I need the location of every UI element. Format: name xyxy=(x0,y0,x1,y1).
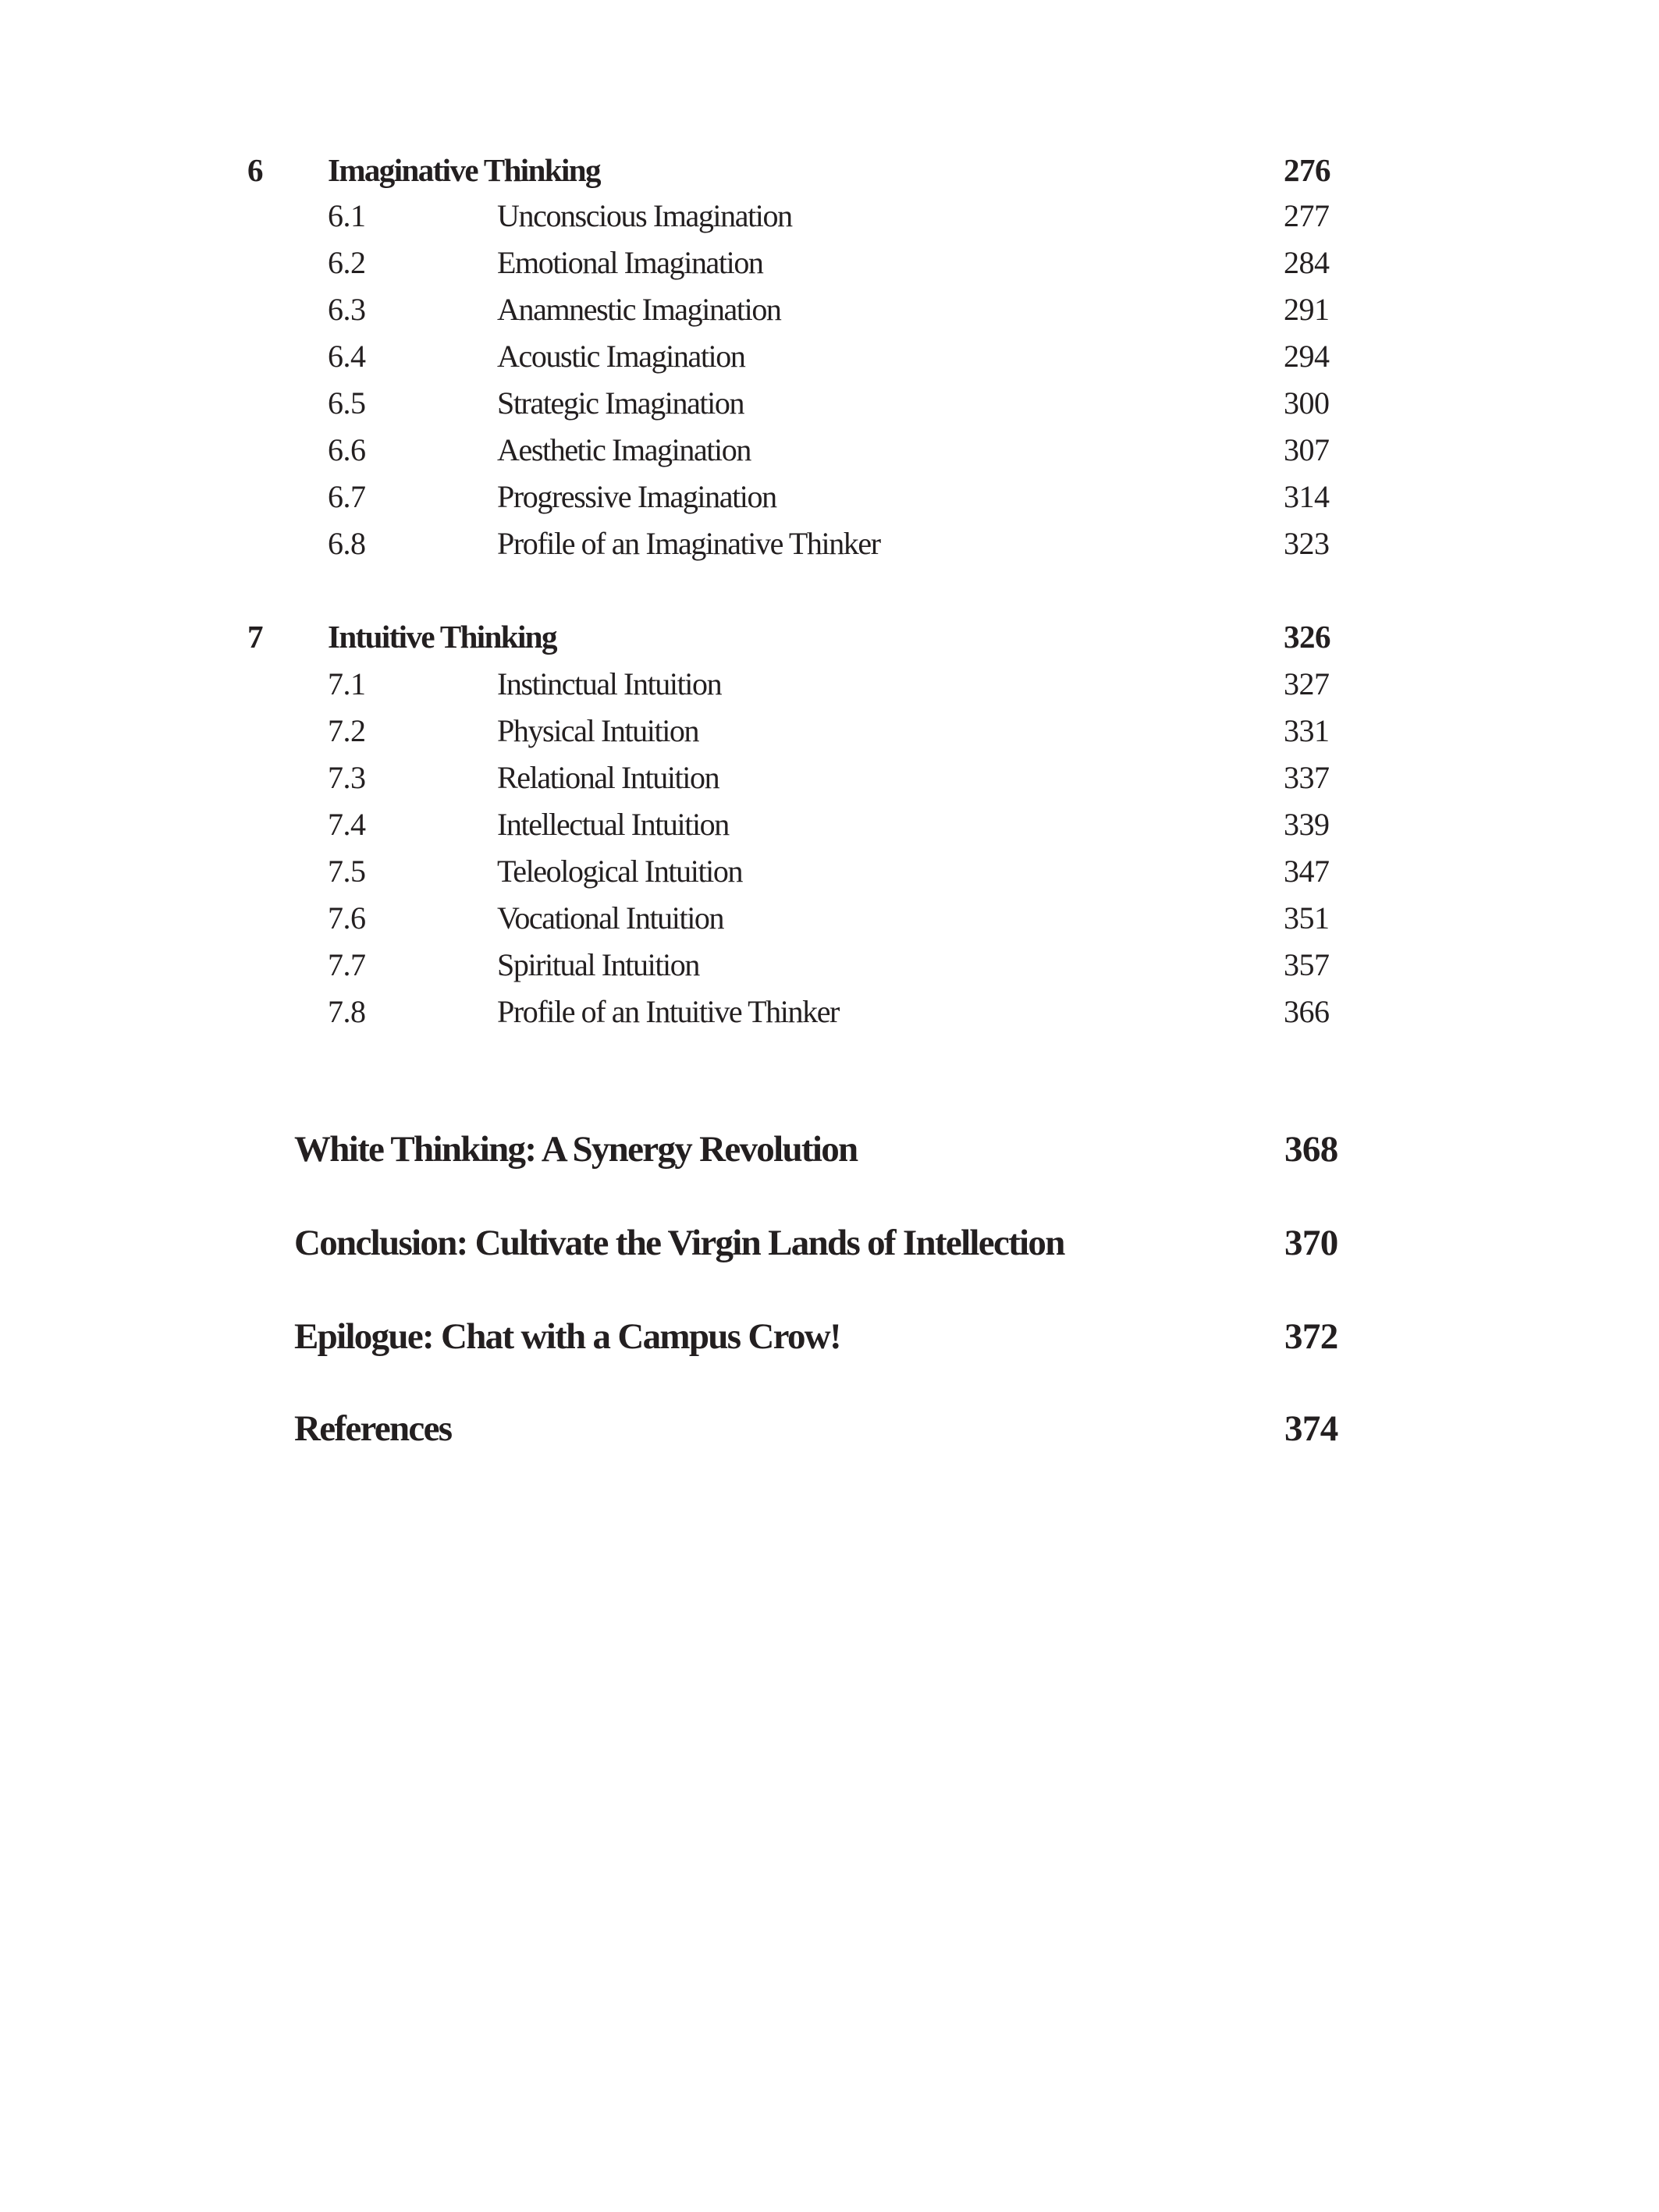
section-page-number: 366 xyxy=(1284,994,1330,1029)
toc-section-row[interactable] xyxy=(0,240,1659,286)
toc-section-row[interactable] xyxy=(0,520,1659,567)
section-title: Aesthetic Imagination xyxy=(497,432,751,467)
section-title: Physical Intuition xyxy=(497,713,699,748)
backmatter-page-number: 372 xyxy=(1284,1316,1338,1357)
section-number: 7.7 xyxy=(328,947,366,982)
section-title: Intellectual Intuition xyxy=(497,807,729,842)
section-number: 6.3 xyxy=(328,292,366,327)
chapter-title: Intuitive Thinking xyxy=(328,619,556,655)
toc-chapter-row[interactable] xyxy=(0,613,1659,660)
section-number: 6.8 xyxy=(328,526,366,561)
chapter-number: 6 xyxy=(247,152,264,188)
section-number: 7.1 xyxy=(328,666,366,701)
section-number: 7.6 xyxy=(328,900,366,936)
backmatter-title: Epilogue: Chat with a Campus Crow! xyxy=(294,1316,840,1357)
backmatter-title: White Thinking: A Synergy Revolution xyxy=(294,1129,858,1170)
toc-section-row[interactable] xyxy=(0,708,1659,754)
section-page-number: 339 xyxy=(1284,807,1330,842)
toc-section-row[interactable] xyxy=(0,474,1659,520)
section-number: 7.8 xyxy=(328,994,366,1029)
toc-chapter-row[interactable] xyxy=(0,147,1659,194)
section-page-number: 300 xyxy=(1284,385,1330,421)
section-title: Emotional Imagination xyxy=(497,245,763,280)
section-number: 7.3 xyxy=(328,760,366,795)
toc-backmatter-row[interactable] xyxy=(0,1122,1659,1177)
toc-section-row[interactable] xyxy=(0,942,1659,989)
section-title: Profile of an Intuitive Thinker xyxy=(497,994,839,1029)
section-page-number: 347 xyxy=(1284,854,1330,889)
section-number: 6.2 xyxy=(328,245,366,280)
section-number: 7.4 xyxy=(328,807,366,842)
section-page-number: 307 xyxy=(1284,432,1330,467)
section-page-number: 351 xyxy=(1284,900,1330,936)
toc-section-row[interactable] xyxy=(0,380,1659,427)
toc-section-row[interactable] xyxy=(0,193,1659,240)
toc-section-row[interactable] xyxy=(0,989,1659,1035)
toc-section-row[interactable] xyxy=(0,754,1659,801)
section-title: Profile of an Imaginative Thinker xyxy=(497,526,880,561)
toc-backmatter-row[interactable] xyxy=(0,1216,1659,1270)
section-number: 6.6 xyxy=(328,432,366,467)
section-page-number: 314 xyxy=(1284,479,1330,514)
backmatter-title: References xyxy=(294,1408,452,1449)
section-page-number: 331 xyxy=(1284,713,1330,748)
section-page-number: 327 xyxy=(1284,666,1330,701)
backmatter-page-number: 368 xyxy=(1284,1129,1338,1170)
section-page-number: 323 xyxy=(1284,526,1330,561)
section-title: Spiritual Intuition xyxy=(497,947,699,982)
section-page-number: 291 xyxy=(1284,292,1330,327)
section-title: Unconscious Imagination xyxy=(497,198,792,233)
backmatter-page-number: 374 xyxy=(1284,1408,1338,1449)
section-title: Acoustic Imagination xyxy=(497,339,745,374)
section-page-number: 277 xyxy=(1284,198,1330,233)
section-page-number: 284 xyxy=(1284,245,1330,280)
section-title: Anamnestic Imagination xyxy=(497,292,781,327)
chapter-page-number: 326 xyxy=(1284,619,1330,655)
toc-section-row[interactable] xyxy=(0,427,1659,474)
toc-section-row[interactable] xyxy=(0,333,1659,380)
section-number: 6.4 xyxy=(328,339,366,374)
chapter-page-number: 276 xyxy=(1284,152,1330,188)
section-title: Instinctual Intuition xyxy=(497,666,722,701)
backmatter-title: Conclusion: Cultivate the Virgin Lands of Intellection xyxy=(294,1223,1064,1263)
chapter-number: 7 xyxy=(247,619,264,655)
chapter-title: Imaginative Thinking xyxy=(328,152,600,188)
toc-backmatter-row[interactable] xyxy=(0,1401,1659,1456)
section-page-number: 337 xyxy=(1284,760,1330,795)
section-number: 6.7 xyxy=(328,479,366,514)
section-number: 7.2 xyxy=(328,713,366,748)
section-title: Vocational Intuition xyxy=(497,900,724,936)
toc-section-row[interactable] xyxy=(0,895,1659,942)
section-number: 7.5 xyxy=(328,854,366,889)
section-page-number: 357 xyxy=(1284,947,1330,982)
section-title: Progressive Imagination xyxy=(497,479,776,514)
section-title: Teleological Intuition xyxy=(497,854,743,889)
toc-backmatter-row[interactable] xyxy=(0,1309,1659,1364)
toc-section-row[interactable] xyxy=(0,848,1659,895)
section-number: 6.5 xyxy=(328,385,366,421)
toc-section-row[interactable] xyxy=(0,661,1659,708)
toc-section-row[interactable] xyxy=(0,801,1659,848)
section-number: 6.1 xyxy=(328,198,366,233)
section-title: Strategic Imagination xyxy=(497,385,744,421)
section-title: Relational Intuition xyxy=(497,760,719,795)
backmatter-page-number: 370 xyxy=(1284,1223,1338,1263)
section-page-number: 294 xyxy=(1284,339,1330,374)
toc-section-row[interactable] xyxy=(0,286,1659,333)
